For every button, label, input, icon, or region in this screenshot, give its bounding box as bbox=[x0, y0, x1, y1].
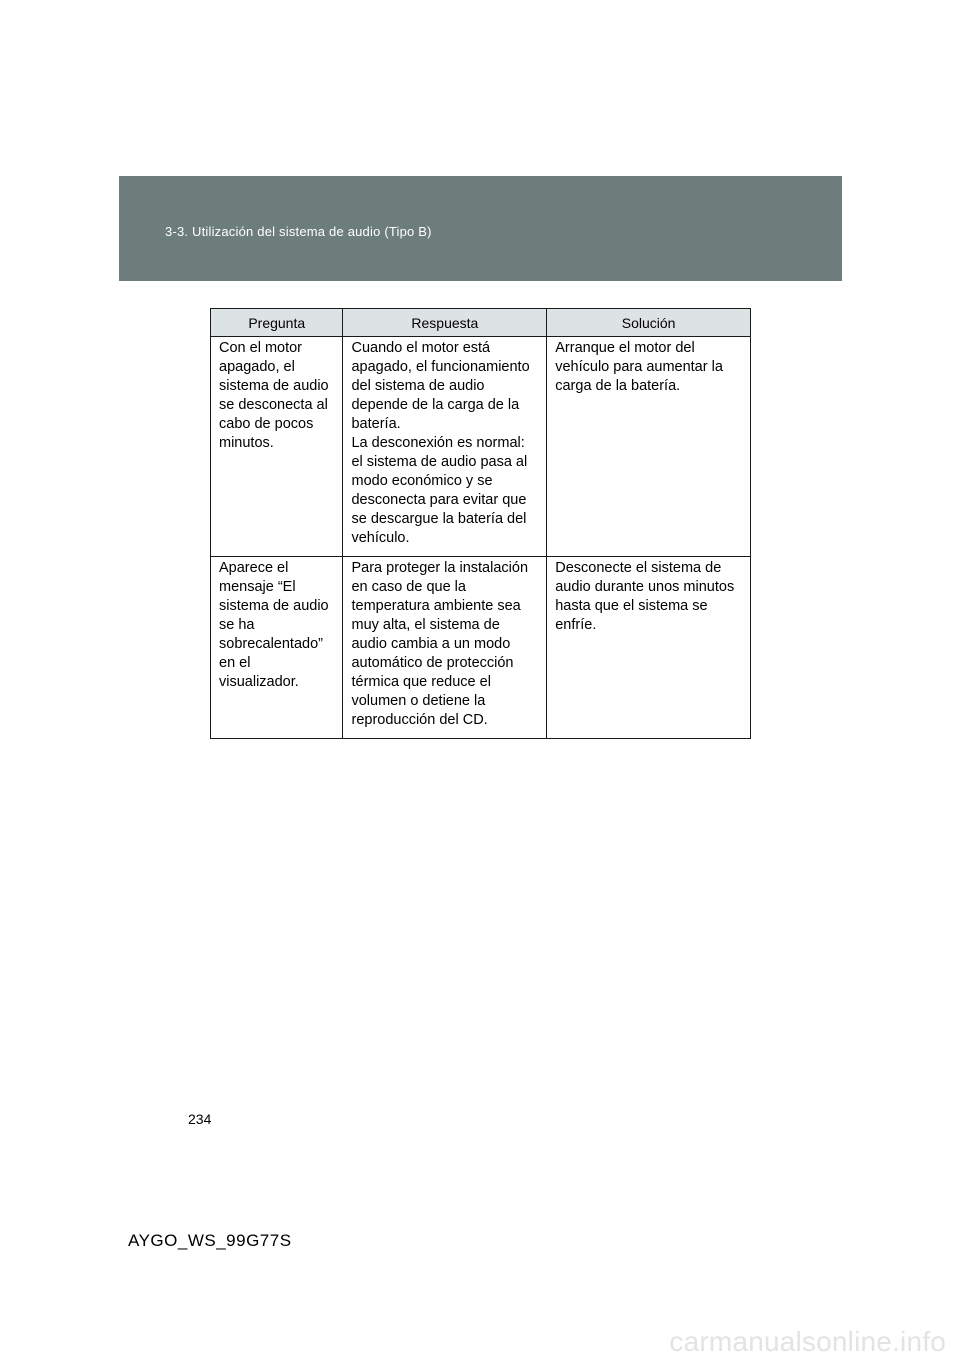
cell-text-line: Con el motor bbox=[219, 340, 303, 356]
cell-text-line: sobrecalentado” bbox=[219, 636, 323, 652]
page-number: 234 bbox=[188, 1111, 212, 1127]
column-header-solution: Solución bbox=[547, 309, 751, 337]
cell-text-line: automático de protección bbox=[351, 655, 514, 671]
cell-text-line: térmica que reduce el bbox=[351, 674, 491, 690]
question-cell bbox=[211, 557, 343, 739]
cell-text-line: vehículo para aumentar la bbox=[555, 359, 723, 375]
cell-text-line: apagado, el bbox=[219, 359, 295, 375]
watermark: carmanualsonline.info bbox=[669, 1326, 946, 1357]
cell-text-line: La desconexión es normal: bbox=[351, 435, 525, 451]
cell-text-line: Desconecte el sistema de bbox=[555, 560, 722, 576]
cell-text-line: en caso de que la bbox=[351, 579, 466, 595]
cell-text-line: se ha bbox=[219, 617, 255, 633]
section-header-band bbox=[119, 176, 842, 281]
cell-text-line: sistema de audio bbox=[219, 598, 329, 614]
cell-text-line: desconecta para evitar que bbox=[351, 492, 527, 508]
cell-text-line: carga de la batería. bbox=[555, 378, 681, 394]
cell-text-line: Para proteger la instalación bbox=[351, 560, 529, 576]
cell-text-line: audio durante unos minutos bbox=[555, 579, 735, 595]
cell-text-line: minutos. bbox=[219, 435, 274, 451]
answer-cell bbox=[343, 337, 547, 557]
solution-cell bbox=[547, 557, 751, 739]
cell-text-line: visualizador. bbox=[219, 674, 299, 690]
cell-text-line: mensaje “El bbox=[219, 579, 296, 595]
cell-text-line: depende de la carga de la bbox=[351, 397, 520, 413]
cell-text-line: volumen o detiene la bbox=[351, 693, 486, 709]
cell-text-line: apagado, el funcionamiento bbox=[351, 359, 530, 375]
cell-text-line: se desconecta al bbox=[219, 397, 328, 413]
cell-text-line: Cuando el motor está bbox=[351, 340, 491, 356]
question-cell bbox=[211, 337, 343, 557]
cell-text-line: modo económico y se bbox=[351, 473, 493, 489]
cell-text-line: vehículo. bbox=[351, 530, 410, 546]
troubleshooting-table bbox=[210, 308, 751, 739]
cell-text-line: reproducción del CD. bbox=[351, 712, 488, 728]
column-header-answer: Respuesta bbox=[343, 309, 547, 337]
cell-text-line: temperatura ambiente sea bbox=[351, 598, 521, 614]
cell-text-line: en el bbox=[219, 655, 251, 671]
cell-text-line: Arranque el motor del bbox=[555, 340, 695, 356]
cell-text-line: muy alta, el sistema de bbox=[351, 617, 500, 633]
column-header-question: Pregunta bbox=[211, 309, 343, 337]
table-row bbox=[211, 337, 751, 557]
cell-text-line: enfríe. bbox=[555, 617, 597, 633]
cell-text-line: sistema de audio bbox=[219, 378, 329, 394]
cell-text-line: Aparece el bbox=[219, 560, 289, 576]
cell-text-line: audio cambia a un modo bbox=[351, 636, 511, 652]
cell-text-line: cabo de pocos bbox=[219, 416, 314, 432]
cell-text-line: del sistema de audio bbox=[351, 378, 485, 394]
solution-cell bbox=[547, 337, 751, 557]
table-row bbox=[211, 557, 751, 739]
section-title: 3-3. Utilización del sistema de audio (Tipo B) bbox=[165, 224, 432, 239]
cell-text-line: el sistema de audio pasa al bbox=[351, 454, 528, 470]
table-header-row bbox=[211, 309, 751, 337]
cell-text-line: batería. bbox=[351, 416, 401, 432]
cell-text-line: hasta que el sistema se bbox=[555, 598, 708, 614]
document-code: AYGO_WS_99G77S bbox=[128, 1231, 292, 1250]
answer-cell bbox=[343, 557, 547, 739]
cell-text-line: se descargue la batería del bbox=[351, 511, 527, 527]
